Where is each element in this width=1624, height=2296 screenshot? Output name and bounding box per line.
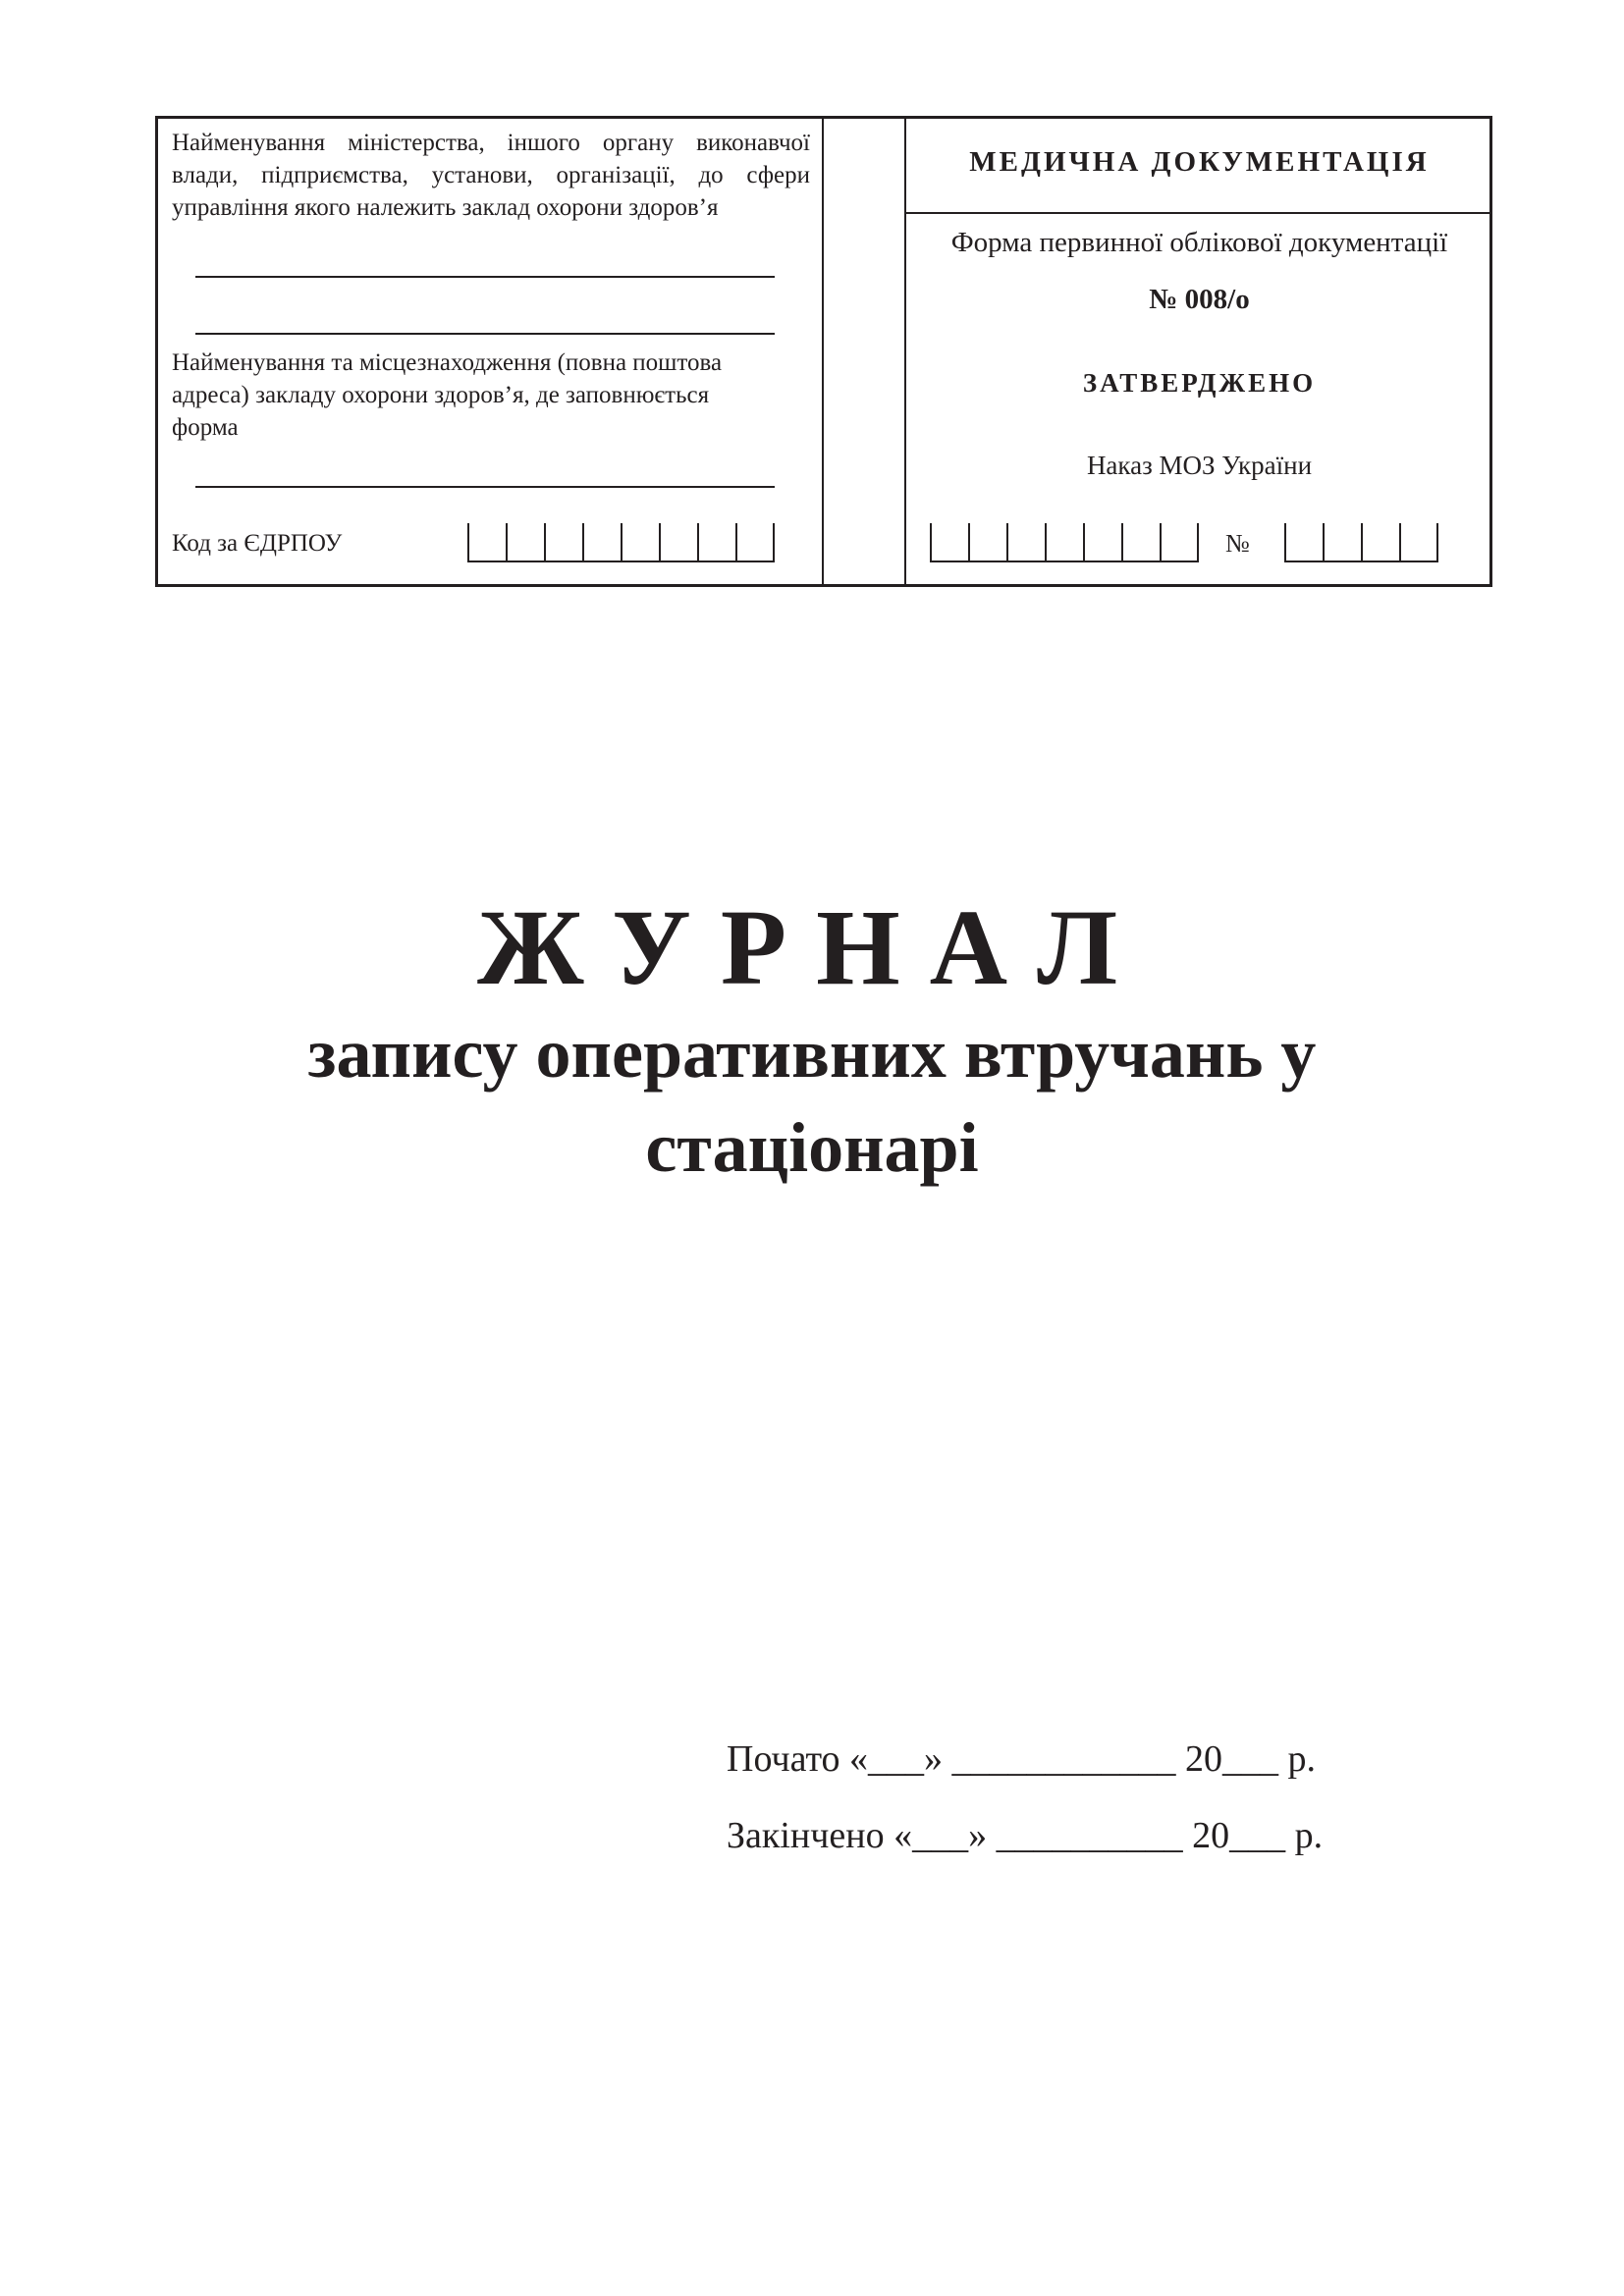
- divider-left: [822, 119, 824, 584]
- form-header-box: [155, 116, 1492, 587]
- edrpou-code-boxes[interactable]: [467, 523, 775, 562]
- ministry-fill-line-1[interactable]: [195, 276, 775, 278]
- finished-date-line[interactable]: Закінчено «___» __________ 20___ р.: [727, 1815, 1324, 1856]
- facility-label: Найменування та місцезнаходження (повна поштова адреса) закладу охорони здоров’я, де заповнюється форма: [172, 349, 723, 441]
- form-number: № 008/о: [1149, 284, 1250, 315]
- order-number-boxes[interactable]: [1284, 523, 1438, 562]
- journal-subtitle-line-1: запису оперативних втручань у: [307, 1014, 1317, 1093]
- journal-subtitle: [0, 1006, 1624, 1195]
- order-number-sign: №: [1225, 529, 1250, 558]
- journal-subtitle-line-2: стаціонарі: [645, 1108, 979, 1187]
- edrpou-label: Код за ЄДРПОУ: [172, 530, 343, 557]
- order-label: Наказ МОЗ України: [1086, 451, 1313, 480]
- facility-fill-line[interactable]: [195, 486, 775, 488]
- approved-heading: ЗАТВЕРДЖЕНО: [1082, 368, 1317, 398]
- order-date-boxes[interactable]: [930, 523, 1199, 562]
- started-date-line[interactable]: Почато «___» ____________ 20___ р.: [727, 1738, 1317, 1780]
- divider-top-right: [904, 212, 1489, 214]
- medical-documentation-heading: МЕДИЧНА ДОКУМЕНТАЦІЯ: [969, 146, 1430, 178]
- journal-title: ЖУРНАЛ: [476, 887, 1148, 1007]
- ministry-fill-line-2[interactable]: [195, 333, 775, 335]
- divider-right: [904, 119, 906, 584]
- form-type-label: Форма первинної облікової документації: [950, 227, 1448, 258]
- ministry-label: Найменування міністерства, іншого органу виконавчої влади, підприємства, установи, організації, до сфери управління якого належить заклад охорони здоров’я: [172, 130, 810, 221]
